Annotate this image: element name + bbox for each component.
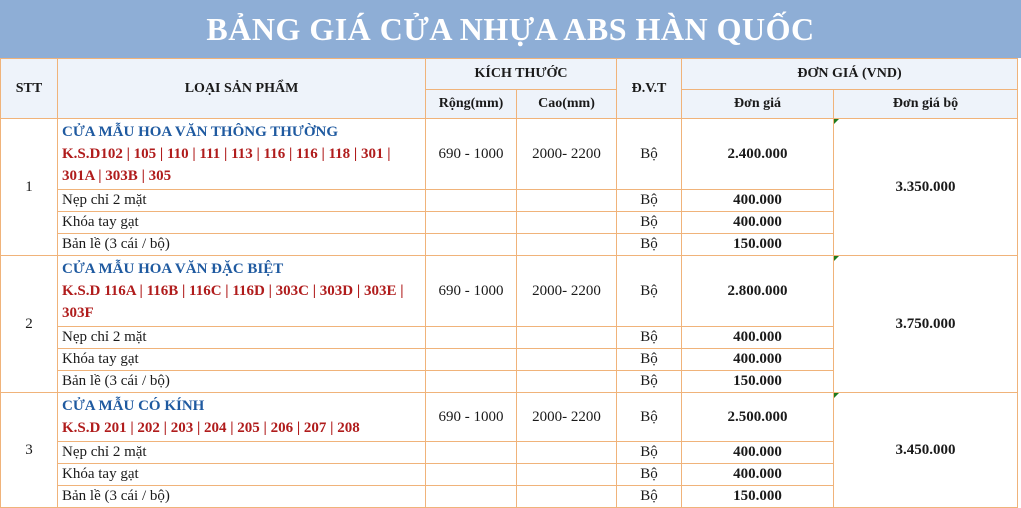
table-row <box>1 393 1018 442</box>
table-body <box>1 119 1018 508</box>
product-name: CỬA MẪU HOA VĂN ĐẶC BIỆT <box>62 261 284 277</box>
accessory-price: 400.000 <box>682 212 834 234</box>
accessory-unit: Bộ <box>617 442 682 464</box>
row-stt: 1 <box>1 119 58 256</box>
accessory-price: 150.000 <box>682 486 834 508</box>
header-set-price: Đơn giá bộ <box>834 90 1018 119</box>
row-height: 2000- 2200 <box>517 119 617 190</box>
accessory-price: 400.000 <box>682 442 834 464</box>
accessory-unit: Bộ <box>617 234 682 256</box>
accessory-height-empty <box>517 327 617 349</box>
accessory-width-empty <box>426 371 517 393</box>
accessory-unit: Bộ <box>617 464 682 486</box>
product-codes: K.S.D 201 | 202 | 203 | 204 | 205 | 206 | 207 | 208 <box>62 420 360 436</box>
accessory-width-empty <box>426 442 517 464</box>
header-stt: STT <box>1 59 58 119</box>
row-set-price: 3.450.000 <box>834 393 1018 508</box>
table-row <box>1 256 1018 327</box>
accessory-width-empty <box>426 349 517 371</box>
accessory-name: Bản lề (3 cái / bộ) <box>58 371 426 393</box>
accessory-unit: Bộ <box>617 327 682 349</box>
table-row <box>1 119 1018 190</box>
accessory-name: Bản lề (3 cái / bộ) <box>58 234 426 256</box>
accessory-price: 150.000 <box>682 234 834 256</box>
product-codes: K.S.D 116A | 116B | 116C | 116D | 303C | 303D | 303E | 303F <box>62 283 404 321</box>
accessory-name: Khóa tay gạt <box>58 464 426 486</box>
price-table <box>0 58 1018 508</box>
accessory-price: 150.000 <box>682 371 834 393</box>
row-unit-price: 2.500.000 <box>682 393 834 442</box>
product-cell <box>58 256 426 327</box>
header-height: Cao(mm) <box>517 90 617 119</box>
page-title: BẢNG GIÁ CỬA NHỰA ABS HÀN QUỐC <box>0 0 1021 58</box>
row-unit: Bộ <box>617 119 682 190</box>
accessory-price: 400.000 <box>682 190 834 212</box>
header-product: LOẠI SẢN PHẨM <box>58 59 426 119</box>
accessory-unit: Bộ <box>617 190 682 212</box>
accessory-width-empty <box>426 234 517 256</box>
product-name: CỬA MẪU CÓ KÍNH <box>62 398 205 414</box>
accessory-unit: Bộ <box>617 212 682 234</box>
accessory-name: Nẹp chỉ 2 mặt <box>58 327 426 349</box>
product-codes: K.S.D102 | 105 | 110 | 111 | 113 | 116 | 116 | 118 | 301 | 301A | 303B | 305 <box>62 146 391 184</box>
accessory-name: Khóa tay gạt <box>58 212 426 234</box>
header-unit: Đ.V.T <box>617 59 682 119</box>
row-set-price: 3.350.000 <box>834 119 1018 256</box>
accessory-height-empty <box>517 190 617 212</box>
accessory-unit: Bộ <box>617 486 682 508</box>
accessory-price: 400.000 <box>682 327 834 349</box>
accessory-height-empty <box>517 442 617 464</box>
accessory-width-empty <box>426 190 517 212</box>
row-stt: 3 <box>1 393 58 508</box>
row-width: 690 - 1000 <box>426 393 517 442</box>
row-set-price: 3.750.000 <box>834 256 1018 393</box>
header-width: Rộng(mm) <box>426 90 517 119</box>
row-unit-price: 2.400.000 <box>682 119 834 190</box>
accessory-width-empty <box>426 212 517 234</box>
row-width: 690 - 1000 <box>426 256 517 327</box>
row-unit: Bộ <box>617 256 682 327</box>
accessory-unit: Bộ <box>617 371 682 393</box>
header-size: KÍCH THƯỚC <box>426 59 617 90</box>
product-name: CỬA MẪU HOA VĂN THÔNG THƯỜNG <box>62 124 338 140</box>
accessory-height-empty <box>517 464 617 486</box>
accessory-name: Bản lề (3 cái / bộ) <box>58 486 426 508</box>
header-unit-price: Đơn giá <box>682 90 834 119</box>
row-height: 2000- 2200 <box>517 256 617 327</box>
accessory-height-empty <box>517 234 617 256</box>
accessory-name: Nẹp chỉ 2 mặt <box>58 442 426 464</box>
accessory-height-empty <box>517 212 617 234</box>
accessory-name: Khóa tay gạt <box>58 349 426 371</box>
row-stt: 2 <box>1 256 58 393</box>
accessory-name: Nẹp chỉ 2 mặt <box>58 190 426 212</box>
product-cell <box>58 119 426 190</box>
accessory-height-empty <box>517 371 617 393</box>
row-width: 690 - 1000 <box>426 119 517 190</box>
header-price-group: ĐƠN GIÁ (VND) <box>682 59 1018 90</box>
accessory-price: 400.000 <box>682 349 834 371</box>
accessory-unit: Bộ <box>617 349 682 371</box>
row-unit: Bộ <box>617 393 682 442</box>
row-height: 2000- 2200 <box>517 393 617 442</box>
product-cell <box>58 393 426 442</box>
row-unit-price: 2.800.000 <box>682 256 834 327</box>
accessory-width-empty <box>426 327 517 349</box>
accessory-width-empty <box>426 464 517 486</box>
accessory-height-empty <box>517 349 617 371</box>
accessory-price: 400.000 <box>682 464 834 486</box>
